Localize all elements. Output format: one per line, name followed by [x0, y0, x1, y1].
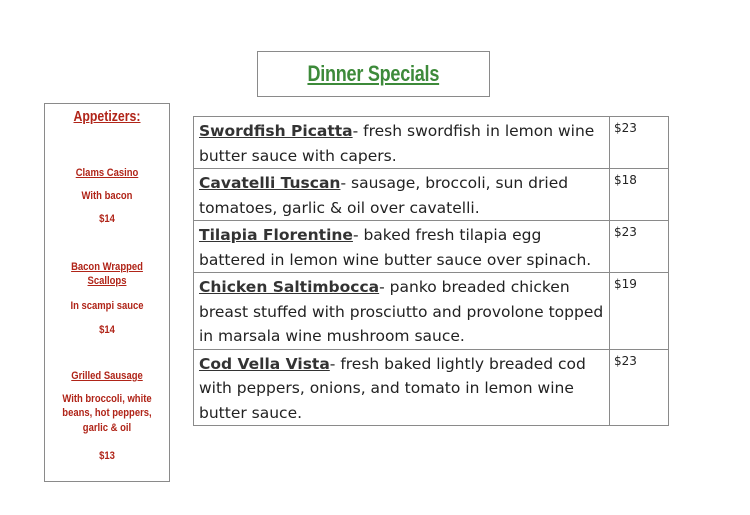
appetizer-name: Clams Casino [75, 167, 139, 179]
appetizer-price: $14 [99, 324, 115, 336]
table-row [194, 117, 669, 169]
appetizers-panel [44, 103, 170, 482]
page-title: Dinner Specials [307, 61, 440, 86]
special-price: $18 [610, 169, 669, 221]
specials-table [193, 116, 669, 426]
appetizer-price: $13 [99, 450, 115, 462]
special-description: - baked fresh tilapia egg battered in lemon wine butter sauce over spinach. [199, 226, 592, 269]
appetizer-name: Scallops [87, 275, 127, 287]
special-description: - fresh baked lightly breaded cod with peppers, onions, and tomato in lemon wine butter sauce. [199, 354, 586, 422]
title-box [257, 51, 490, 97]
appetizer-name: Bacon Wrapped [71, 261, 143, 273]
special-name: Cod Vella Vista [199, 354, 330, 373]
special-description: - panko breaded chicken breast stuffed with prosciutto and provolone topped in marsala wine mushroom sauce. [199, 278, 604, 345]
table-row [194, 273, 669, 350]
appetizer-name: Grilled Sausage [71, 370, 143, 382]
special-price: $23 [610, 221, 669, 273]
special-price: $23 [610, 349, 669, 426]
appetizer-detail: In scampi sauce [70, 300, 144, 312]
special-name: Chicken Saltimbocca [199, 278, 380, 296]
appetizers-heading: Appetizers: [73, 108, 141, 125]
special-name: Tilapia Florentine [199, 226, 353, 244]
special-description: - sausage, broccoli, sun dried tomatoes, garlic & oil over cavatelli. [199, 174, 569, 217]
special-name: Swordfish Picatta [199, 122, 353, 140]
special-description: - fresh swordfish in lemon wine butter sauce with capers. [199, 122, 595, 165]
table-row [194, 349, 669, 426]
special-description-cell [194, 221, 610, 273]
special-price: $23 [610, 117, 669, 169]
appetizer-detail: garlic & oil [82, 422, 132, 434]
appetizer-detail: With broccoli, white [62, 393, 152, 405]
special-description-cell [194, 169, 610, 221]
special-price: $19 [610, 273, 669, 350]
table-row [194, 169, 669, 221]
appetizer-detail: beans, hot peppers, [62, 407, 152, 419]
special-description-cell [194, 349, 610, 426]
special-name: Cavatelli Tuscan [199, 174, 341, 192]
special-description-cell [194, 117, 610, 169]
special-description-cell [194, 273, 610, 350]
appetizer-price: $14 [99, 213, 115, 225]
appetizer-detail: With bacon [81, 190, 133, 202]
table-row [194, 221, 669, 273]
